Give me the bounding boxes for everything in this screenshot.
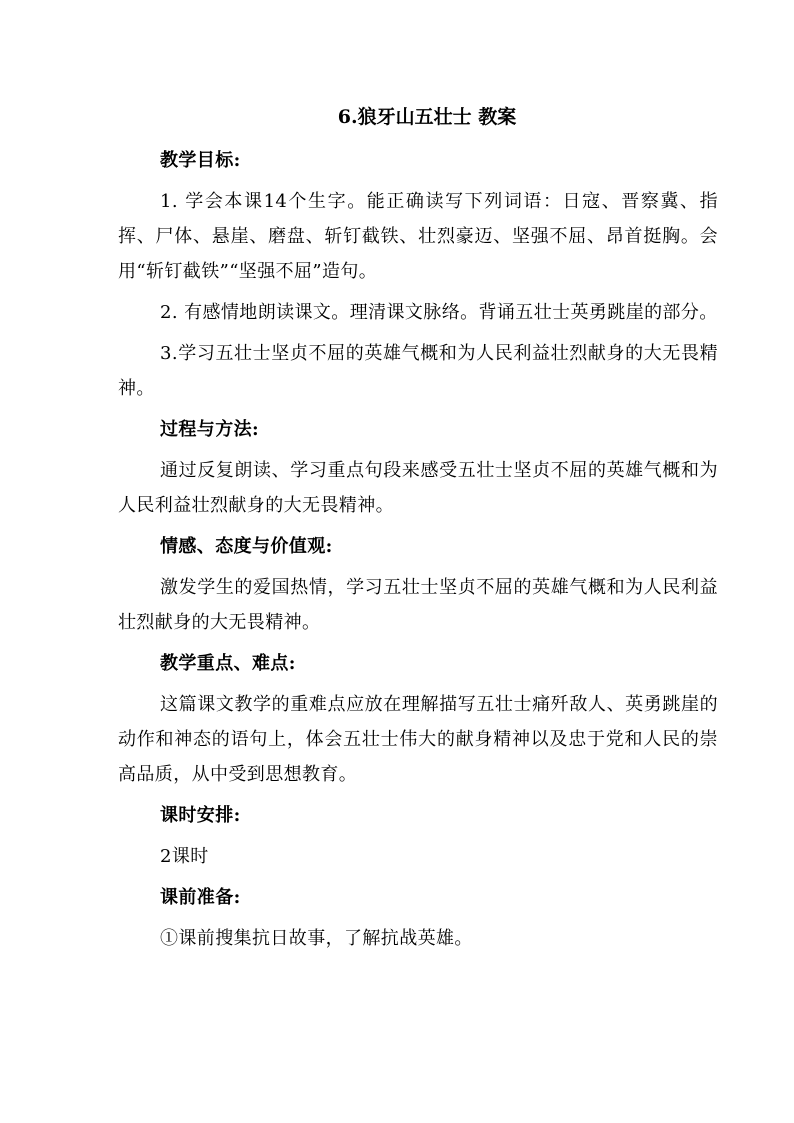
section-heading-teaching-goals: 教学目标: <box>160 150 241 171</box>
section-heading-lesson-schedule: 课时安排: <box>160 805 241 826</box>
document-body <box>118 143 718 962</box>
section-heading-emotion-values: 情感、态度与价值观: <box>160 536 333 557</box>
key-difficulties-text: 这篇课文教学的重难点应放在理解描写五壮士痛歼敌人、英勇跳崖的动作和神态的语句上，体会五壮士伟大的献身精神以及忠于党和人民的崇高品质，从中受到思想教育。 <box>118 694 718 785</box>
section-heading-key-difficulties: 教学重点、难点: <box>160 653 296 674</box>
section-heading-preparation: 课前准备: <box>160 887 241 908</box>
preparation-text: ①课前搜集抗日故事，了解抗战英雄。 <box>160 928 473 949</box>
process-methods-text: 通过反复朗读、学习重点句段来感受五壮士坚贞不屈的英雄气概和为人民利益壮烈献身的大无畏精神。 <box>118 460 718 516</box>
emotion-values-text: 激发学生的爱国热情，学习五壮士坚贞不屈的英雄气概和为人民利益壮烈献身的大无畏精神。 <box>118 577 718 633</box>
goal-item-1: 1. 学会本课14个生字。能正确读写下列词语：日寇、晋察冀、指挥、尸体、悬崖、磨盘、斩钉截铁、壮烈豪迈、坚强不屈、昂首挺胸。会用“斩钉截铁”“坚强不屈”造句。 <box>118 191 718 282</box>
section-heading-process-methods: 过程与方法: <box>160 419 260 440</box>
goal-item-2: 2. 有感情地朗读课文。理清课文脉络。背诵五壮士英勇跳崖的部分。 <box>160 302 718 323</box>
goal-item-3: 3.学习五壮士坚贞不屈的英雄气概和为人民利益壮烈献身的大无畏精神。 <box>118 343 718 399</box>
document-title: 6.狼牙山五壮士 教案 <box>337 106 517 128</box>
lesson-schedule-text: 2课时 <box>160 846 209 867</box>
